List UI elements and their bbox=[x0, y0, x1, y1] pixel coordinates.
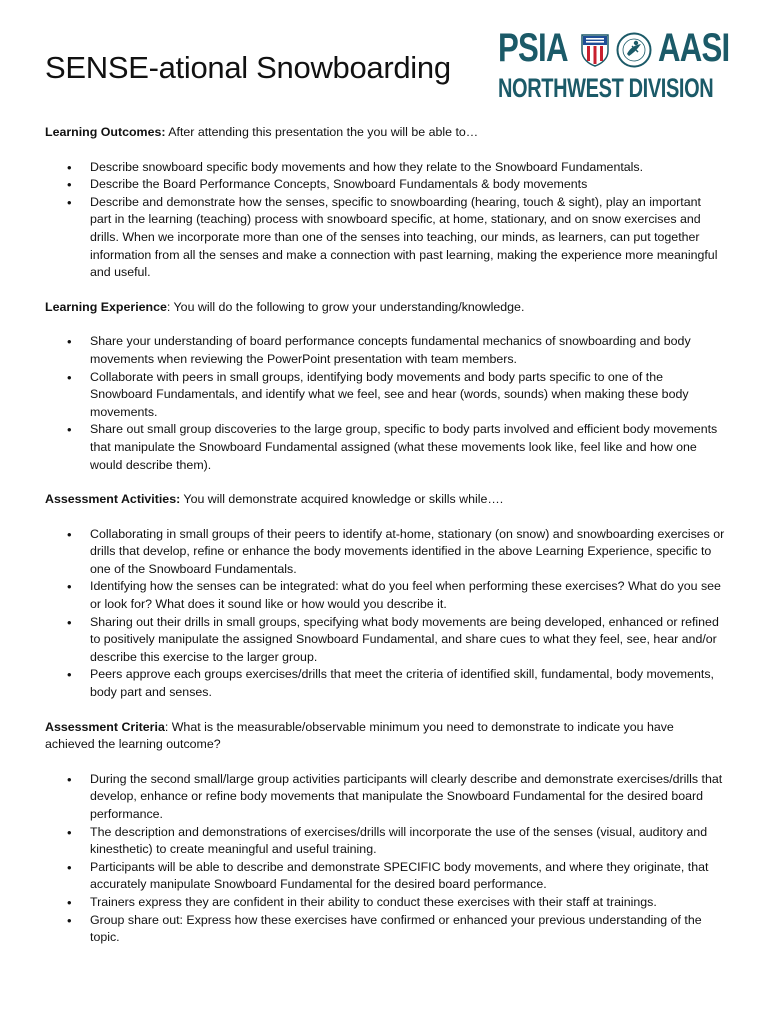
bullet-icon: • bbox=[67, 422, 72, 438]
list-item-text: Describe and demonstrate how the senses, specific to snowboarding (hearing, touch & sight), play an important part in the learning (teaching) process with snowboard specific, at home, stationary, and on snow exercises and drills. When we incorporate more than one of the senses into teaching, our minds, as learners, can put together information from all the senses and make a connection with past learning, making the experience more meaningful and useful. bbox=[90, 194, 718, 280]
bullet-icon: • bbox=[67, 667, 72, 683]
list-item bbox=[45, 824, 725, 859]
psia-aasi-logo bbox=[498, 26, 740, 103]
section-heading bbox=[45, 491, 725, 509]
list-item bbox=[45, 176, 725, 194]
list-item-text: Sharing out their drills in small groups, specifying what body movements are being developed, enhanced or refined to positively manipulate the assigned Snowboard Fundamental, and share cues to what they feel, see, hear and/or describe this exercise to the larger group. bbox=[90, 614, 719, 664]
aasi-seal-icon bbox=[616, 32, 652, 68]
list-item bbox=[45, 771, 725, 824]
list-item bbox=[45, 369, 725, 422]
bullet-icon: • bbox=[67, 159, 72, 175]
list-item-text: The description and demonstrations of exercises/drills will incorporate the use of the senses (visual, auditory and kinesthetic) to create meaningful and useful training. bbox=[90, 824, 708, 857]
section-label: Assessment Activities: bbox=[45, 492, 181, 507]
bullet-icon: • bbox=[67, 334, 72, 350]
section-intro: You will demonstrate acquired knowledge or skills while…. bbox=[180, 492, 504, 507]
list-item bbox=[45, 194, 725, 282]
list-item bbox=[45, 666, 725, 701]
list-item bbox=[45, 333, 725, 368]
bullet-icon: • bbox=[67, 824, 72, 840]
section-label: Assessment Criteria bbox=[45, 719, 165, 734]
list-item-text: Trainers express they are confident in their ability to conduct these exercises with their staff at trainings. bbox=[90, 894, 657, 909]
bullet-icon: • bbox=[67, 894, 72, 910]
logo-psia-text: PSIA bbox=[498, 26, 568, 70]
list-item bbox=[45, 159, 725, 177]
bullet-icon: • bbox=[67, 526, 72, 542]
section-learning-outcomes bbox=[45, 124, 725, 299]
document-body bbox=[45, 124, 725, 947]
section-intro: : What is the measurable/observable minimum you need to demonstrate to indicate you have achieved the learning outcome? bbox=[45, 719, 674, 752]
list-item-text: Peers approve each groups exercises/drills that meet the criteria of identified skill, fundamental, body movements, body part and senses. bbox=[90, 667, 714, 700]
bullet-list bbox=[45, 771, 725, 947]
list-item-text: Identifying how the senses can be integrated: what do you feel when performing these exercises? What do you see or look for? What does it sound like or how would you describe it. bbox=[90, 579, 721, 612]
bullet-icon: • bbox=[67, 614, 72, 630]
list-item-text: During the second small/large group activities participants will clearly describe and demonstrate exercises/drills that develop, enhance or refine body movements that manipulate the Snowboard Fundamental for the desired board performance. bbox=[90, 771, 723, 821]
psia-shield-icon bbox=[580, 33, 610, 67]
section-assessment-criteria bbox=[45, 719, 725, 947]
list-item-text: Describe the Board Performance Concepts, Snowboard Fundamentals & body movements bbox=[90, 177, 588, 192]
bullet-icon: • bbox=[67, 177, 72, 193]
logo-division-text: NORTHWEST DIVISION bbox=[498, 73, 714, 103]
list-item bbox=[45, 421, 725, 474]
section-learning-experience bbox=[45, 299, 725, 491]
list-item bbox=[45, 912, 725, 947]
list-item-text: Describe snowboard specific body movements and how they relate to the Snowboard Fundamentals. bbox=[90, 159, 644, 174]
section-heading bbox=[45, 299, 725, 317]
bullet-list bbox=[45, 526, 725, 702]
bullet-icon: • bbox=[67, 369, 72, 385]
section-assessment-activities bbox=[45, 491, 725, 719]
list-item-text: Group share out: Express how these exercises have confirmed or enhanced your previous understanding of the topic. bbox=[90, 912, 702, 945]
section-heading bbox=[45, 719, 725, 754]
list-item bbox=[45, 526, 725, 579]
logo-aasi-text: AASI bbox=[658, 26, 730, 70]
list-item bbox=[45, 614, 725, 667]
list-item-text: Share out small group discoveries to the large group, specific to body parts involved and efficient body movements that manipulate the Snowboard Fundamental assigned (what these movements look like, feel like and how one would describe them). bbox=[90, 422, 718, 472]
list-item bbox=[45, 578, 725, 613]
bullet-icon: • bbox=[67, 194, 72, 210]
list-item-text: Collaborating in small groups of their peers to identify at-home, stationary (on snow) and snowboarding exercises or drills that develop, refine or enhance the body movements identified in the above Learning Experience, specific to one of the Snowboard Fundamentals. bbox=[90, 526, 725, 576]
bullet-icon: • bbox=[67, 859, 72, 875]
bullet-icon: • bbox=[67, 912, 72, 928]
list-item bbox=[45, 859, 725, 894]
bullet-icon: • bbox=[67, 579, 72, 595]
section-heading bbox=[45, 124, 725, 142]
list-item-text: Participants will be able to describe and demonstrate SPECIFIC body movements, and where they originate, that accurately manipulate Snowboard Fundamental for the desired board performance. bbox=[90, 859, 709, 892]
logo-top-row bbox=[498, 26, 740, 70]
document-title: SENSE-ational Snowboarding bbox=[45, 50, 451, 85]
bullet-list bbox=[45, 333, 725, 474]
bullet-icon: • bbox=[67, 771, 72, 787]
list-item-text: Collaborate with peers in small groups, identifying body movements and body parts specific to one of the Snowboard Fundamentals, and identify what we feel, see and hear (words, sounds) when making these body movements. bbox=[90, 369, 689, 419]
section-intro: : You will do the following to grow your understanding/knowledge. bbox=[166, 299, 525, 314]
section-label: Learning Experience bbox=[45, 299, 167, 314]
bullet-list bbox=[45, 159, 725, 282]
section-label: Learning Outcomes: bbox=[45, 125, 166, 139]
section-intro: After attending this presentation the you will be able to… bbox=[165, 125, 479, 139]
list-item bbox=[45, 894, 725, 912]
list-item-text: Share your understanding of board performance concepts fundamental mechanics of snowboarding and body movements when reviewing the PowerPoint presentation with team members. bbox=[90, 334, 691, 366]
